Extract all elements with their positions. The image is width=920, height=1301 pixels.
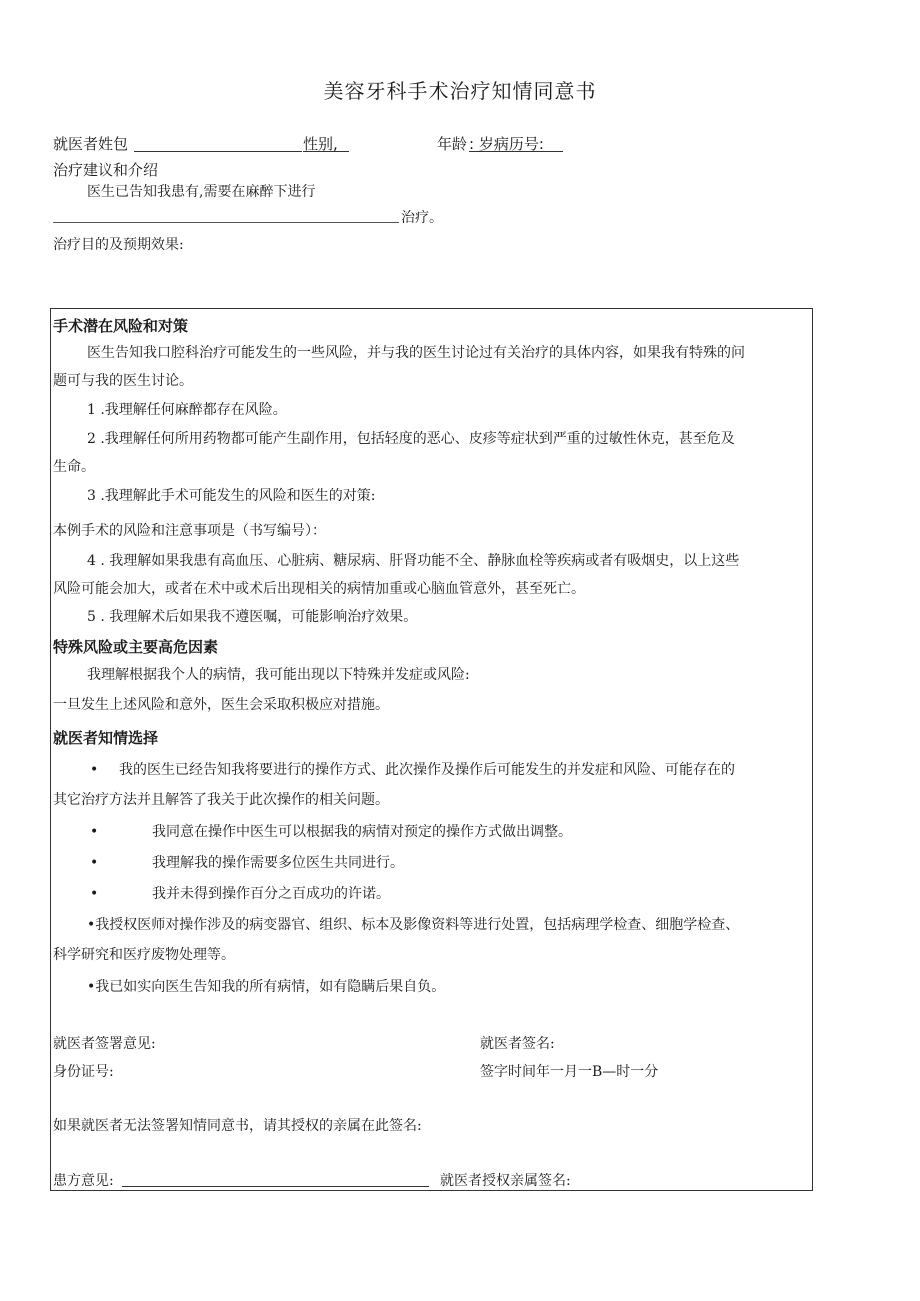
record-number-input-line[interactable]: [469, 139, 563, 152]
sign-time-label: 签字时间年一月一B—时一分: [480, 1064, 659, 1080]
proxy-signature-label: 就医者授权亲属签名:: [440, 1173, 571, 1189]
risk-item-4-cont: 风险可能会加大，或者在术中或术后出现相关的病情加重或心脑血管意外，甚至死亡。: [53, 581, 585, 597]
risks-heading: 手术潜在风险和对策: [53, 317, 189, 335]
age-record-label: : 岁病历号:: [469, 135, 544, 153]
bullet-2: •: [90, 824, 99, 840]
special-line1: 我理解根据我个人的病情，我可能出现以下特殊并发症或风险:: [87, 667, 470, 683]
age-label: 年龄: [437, 135, 468, 153]
consent-b6: •我已如实向医生告知我的所有病情，如有隐瞒后果自负。: [87, 979, 446, 995]
bullet-1: •: [90, 762, 99, 778]
purpose-label: 治疗目的及预期效果:: [53, 237, 184, 253]
risk-item-1: 1 .我理解任何麻醉都存在风险。: [87, 402, 287, 418]
bullet-3: •: [90, 855, 99, 871]
name-input-line[interactable]: [134, 139, 302, 152]
consent-heading: 就医者知情选择: [53, 729, 159, 747]
consent-b1-cont: 其它治疗方法并且解答了我关于此次操作的相关问题。: [53, 792, 389, 808]
proxy-note: 如果就医者无法签署知情同意书，请其授权的亲属在此签名:: [53, 1118, 422, 1134]
risk-item-2: 2 .我理解任何所用药物都可能产生副作用，包括轻度的恶心、皮疹等症状到严重的过敏性休克，甚至危及: [87, 431, 735, 447]
risk-item-4: 4 . 我理解如果我患有高血压、心脏病、糖尿病、肝肾功能不全、静脉血栓等疾病或者有吸烟史，以上这些: [87, 553, 740, 569]
patient-opinion-label: 患方意见:: [53, 1173, 114, 1189]
gender-label: 性别,: [303, 135, 338, 153]
risk-item-2-cont: 生命。: [53, 459, 95, 475]
name-label: 就医者姓包: [53, 135, 129, 153]
signature-label: 就医者签名:: [480, 1036, 555, 1052]
consent-b4: 我并未得到操作百分之百成功的许诺。: [152, 886, 390, 902]
consent-b1: 我的医生已经告知我将要进行的操作方式、此次操作及操作后可能发生的并发症和风险、可能存在的: [119, 762, 735, 778]
consent-b5: •我授权医师对操作涉及的病变器官、组织、标本及影像资料等进行处置，包括病理学检查、细胞学检查、: [87, 917, 740, 933]
case-note: 本例手术的风险和注意事项是（书写编号）：: [53, 523, 326, 539]
document-title: 美容牙科手术治疗知情同意书: [323, 79, 597, 103]
consent-b2: 我同意在操作中医生可以根据我的病情对预定的操作方式做出调整。: [152, 824, 572, 840]
special-heading: 特殊风险或主要高危因素: [53, 638, 219, 656]
risk-item-5: 5 . 我理解术后如果我不遵医嘱，可能影响治疗效果。: [87, 609, 418, 625]
special-line2: 一旦发生上述风险和意外，医生会采取积极应对措施。: [53, 697, 389, 713]
id-number-label: 身份证号:: [53, 1064, 114, 1080]
gender-input-line[interactable]: [303, 139, 349, 152]
intro-line2-suffix: 治疗。: [401, 210, 443, 226]
consent-b3: 我理解我的操作需要多位医生共同进行。: [152, 855, 404, 871]
treatment-input-line[interactable]: [53, 212, 399, 223]
bullet-4: •: [90, 886, 99, 902]
consent-b5-cont: 科学研究和医疗废物处理等。: [53, 947, 235, 963]
risks-para1: 医生告知我口腔科治疗可能发生的一些风险，并与我的医生讨论过有关治疗的具体内容，如果我有特殊的问: [87, 345, 745, 361]
risk-item-3: 3 .我理解此手术可能发生的风险和医生的对策:: [87, 488, 376, 504]
intro-line1: 医生已告知我患有,需要在麻醉下进行: [87, 184, 316, 200]
opinion-label: 就医者签署意见:: [53, 1036, 156, 1052]
intro-heading: 治疗建议和介绍: [53, 161, 159, 179]
risks-para1-cont: 题可与我的医生讨论。: [53, 373, 193, 389]
patient-opinion-input-line[interactable]: [122, 1185, 429, 1187]
